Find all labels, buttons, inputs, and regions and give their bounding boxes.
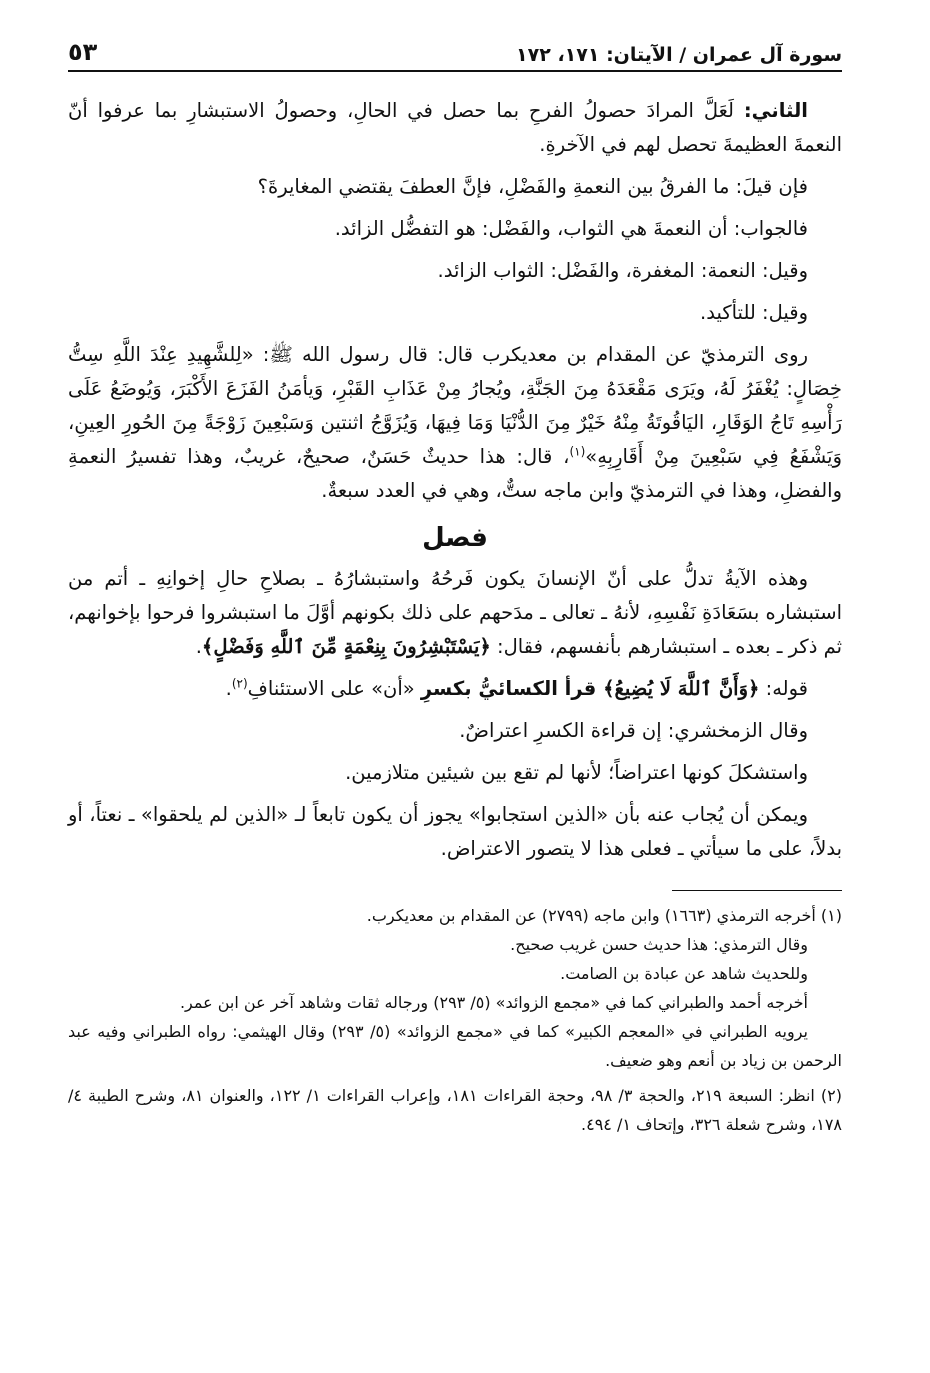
paragraph-end: . (195, 635, 202, 658)
paragraph-lead: الثاني: (743, 99, 808, 122)
paragraph-opinion-2: وقيل: للتأكيد. (700, 301, 808, 324)
hadith-text: روى الترمذيّ عن المقدام بن معديكرب قال: قال رسول الله ﷺ: «لِلشَّهِيدِ عِنْدَ اللَّهِ سِتُّ خِصَالٍ: يُغْفَرُ لَهُ، ويَرَى مَقْعَدَهُ مِنَ الجَنَّةِ، ويُجارُ مِنْ عَذَابِ القَبْرِ، وَيأمَنُ الفَزَعَ الأَكْبَرَ، وَيُوضَعُ عَلَى رَأْسِهِ تَاجُ الوَقَارِ، اليَاقُوتَةُ مِنْهُ خَيْرٌ مِنَ الدُّنْيَا وَمَا فِيهَا، وَيُزَوَّجُ اثنتين وَسَبْعِينَ زَوْجَةً مِنَ الحُورِ العِينِ، وَيَشْفَعُ فِي سَبْعِينَ مِنْ أَقَارِبِهِ» (68, 343, 842, 468)
paragraph-objection: واستشكلَ كونها اعتراضاً؛ لأنها لم تقع بين شيئين متلازمين. (345, 761, 808, 784)
footnote-1: (١) أخرجه الترمذي (١٦٦٣) وابن ماجه (٢٧٩٩) عن المقدام بن معديكرب. (366, 906, 842, 925)
footnote-2: (٢) انظر: السبعة ٢١٩، والحجة ٣/ ٩٨، وحجة القراءات ١٨١، وإعراب القراءات ١/ ١٢٢، والعنوان ٨١، وشرح الطيبة ٤/ ١٧٨، وشرح شعلة ٣٢٦، وإتحاف ١/ ٤٩٤. (68, 1086, 842, 1134)
paragraph-hadith (68, 338, 842, 508)
running-title: سورة آل عمران / الآيتان: ١٧١، ١٧٢ (516, 44, 842, 66)
paragraph-second-opinion (68, 94, 842, 162)
paragraph-zamakhshari: وقال الزمخشري: إن قراءة الكسرِ اعتراضٌ. (459, 719, 808, 742)
footnotes (68, 901, 842, 1139)
paragraph-answer: فالجواب: أن النعمةَ هي الثواب، والفَضْل: هو التفضُّل الزائد. (334, 217, 808, 240)
footnote-1-line: وللحديث شاهد عن عبادة بن الصامت. (560, 964, 808, 983)
reading-note: قرأ الكسائيُّ بكسرِ (420, 677, 604, 700)
main-text (68, 94, 842, 866)
footnote-ref-1[interactable]: (١) (569, 444, 586, 459)
paragraph-reply: ويمكن أن يُجاب عنه بأن «الذين استجابوا» يجوز أن يكون تابعاً لـ «الذين لم يلحقوا» ـ نعتاً، أو بدلاً، على ما سيأتي ـ فعلى هذا لا يتصور الاعتراض. (68, 803, 842, 860)
quran-quote: ﴿يَسْتَبْشِرُونَ بِنِعْمَةٍ مِّنَ ٱللَّهِ وَفَضْلٍ﴾ (201, 635, 491, 658)
paragraph-section-intro (68, 562, 842, 664)
footnote-ref-2[interactable]: (٢) (231, 676, 248, 691)
paragraph-question: فإن قيلَ: ما الفرقُ بين النعمةِ والفَضْلِ، فإنَّ العطفَ يقتضي المغايرةَ؟ (257, 175, 808, 198)
paragraph-text: لَعَلَّ المرادَ حصولُ الفرحِ بما حصل في الحالِ، وحصولُ الاستبشارِ بما عرفوا أنّ النعمةَ العظيمةَ تحصل لهم في الآخرةِ. (68, 99, 842, 156)
paragraph-end: . (225, 677, 232, 700)
paragraph-opinion-1: وقيل: النعمة: المغفرة، والفَضْل: الثواب الزائد. (437, 259, 808, 282)
footnote-1-line: وقال الترمذي: هذا حديث حسن غريب صحيح. (510, 935, 808, 954)
section-heading: فصل (422, 523, 488, 553)
footnote-1-line: أخرجه أحمد والطبراني كما في «مجمع الزوائد» (٥/ ٢٩٣) ورجاله ثقات وشاهد آخر عن ابن عمر. (179, 993, 808, 1012)
page-header (68, 28, 842, 72)
paragraph-text: وهذه الآيةُ تدلُّ على أنّ الإنسانَ يكون فَرحُهُ واستبشارُهُ ـ بصلاحِ حالِ إخوانِهِ ـ أتم من استبشاره بسَعَادَةِ نَفْسِهِ، لأنهُ ـ تعالى ـ مدَحهم على ذلك بكونهم أوَّلَ ما استبشروا فرحوا بإخوانهم، ثم ذكر ـ بعده ـ استبشارهم بأنفسهم، فقال: (68, 567, 842, 658)
book-page (68, 28, 842, 1348)
quran-quote: ﴿وَأَنَّ ٱللَّهَ لَا يُضِيعُ﴾ (603, 677, 760, 700)
paragraph-prefix: قوله: (759, 677, 808, 700)
footnote-divider (672, 890, 842, 891)
hadith-commentary: ، قال: هذا حديثٌ حَسَنٌ، صحيحٌ، غريبٌ، وهذا تفسيرُ النعمةِ والفضلِ، وهذا في الترمذيّ وابن ماجه ستٌّ، وهي في العدد سبعةٌ. (68, 445, 842, 502)
footnote-1-line: يرويه الطبراني في «المعجم الكبير» كما في «مجمع الزوائد» (٥/ ٢٩٣) وقال الهيثمي: رواه الطبراني وفيه عبد الرحمن بن زياد بن أنعم وهو ضعيف. (68, 1022, 842, 1070)
paragraph-text: «أن» على الاستئنافِ (247, 677, 421, 700)
paragraph-reading (68, 672, 842, 706)
page-number: ٥٣ (68, 38, 98, 66)
